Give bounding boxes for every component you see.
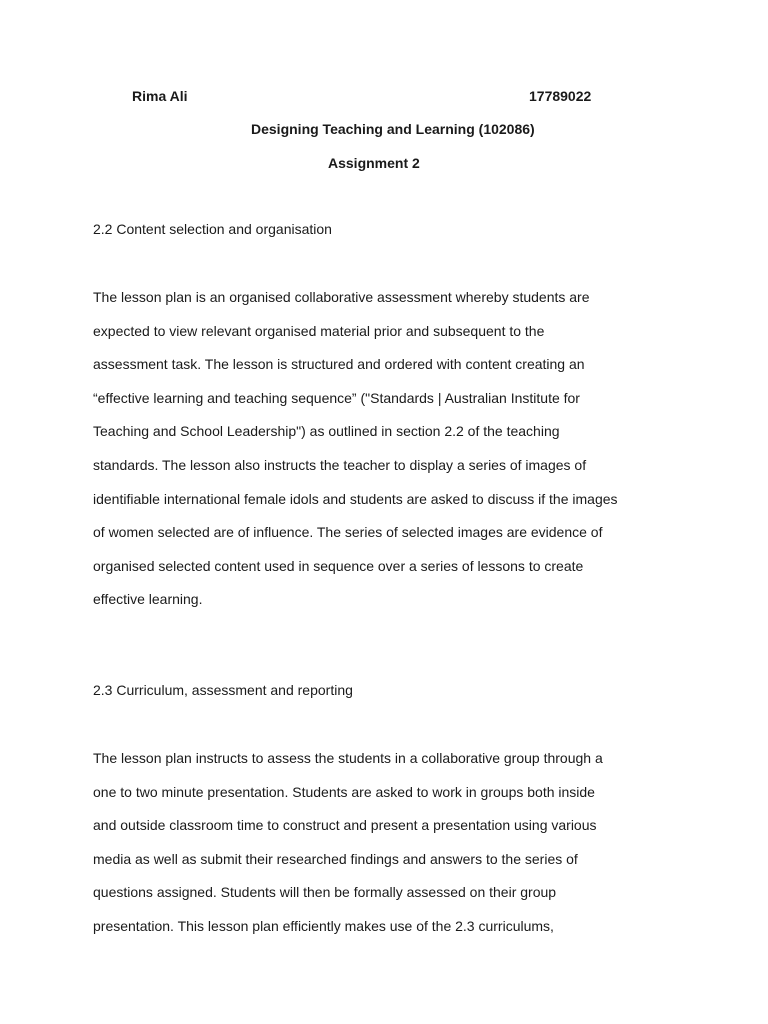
section-2-2-paragraph xyxy=(93,288,693,624)
paragraph-line: effective learning. xyxy=(93,591,203,608)
paragraph-line: The lesson plan instructs to assess the students in a collaborative group through a xyxy=(93,750,603,766)
paragraph-line: and outside classroom time to construct and present a presentation using various xyxy=(93,817,597,834)
paragraph-line: of women selected are of influence. The series of selected images are evidence of xyxy=(93,524,603,541)
paragraph-line: “effective learning and teaching sequence” ("Standards | Australian Institute for xyxy=(93,389,580,406)
section-heading-2-3: 2.3 Curriculum, assessment and reporting xyxy=(93,682,353,698)
paragraph-line: questions assigned. Students will then be formally assessed on their group xyxy=(93,884,557,901)
paragraph-line: identifiable international female idols and students are asked to discuss if the images xyxy=(93,490,618,507)
paragraph-line: Teaching and School Leadership") as outlined in section 2.2 of the teaching xyxy=(93,423,560,440)
paragraph-line: one to two minute presentation. Students are asked to work in groups both inside xyxy=(93,783,595,800)
author-name: Rima Ali xyxy=(132,88,188,104)
course-title: Designing Teaching and Learning (102086) xyxy=(251,121,535,137)
paragraph-line: media as well as submit their researched findings and answers to the series of xyxy=(93,850,578,867)
paragraph-line: presentation. This lesson plan efficiently makes use of the 2.3 curriculums, xyxy=(93,917,554,934)
assignment-title: Assignment 2 xyxy=(328,155,420,171)
paragraph-line: standards. The lesson also instructs the teacher to display a series of images of xyxy=(93,456,587,473)
paragraph-line: expected to view relevant organised material prior and subsequent to the xyxy=(93,322,545,339)
paragraph-line: organised selected content used in sequence over a series of lessons to create xyxy=(93,557,584,574)
paragraph-line: assessment task. The lesson is structured and ordered with content creating an xyxy=(93,356,585,373)
section-heading-2-2: 2.2 Content selection and organisation xyxy=(93,221,332,237)
section-2-3-paragraph xyxy=(93,749,693,951)
student-id: 17789022 xyxy=(529,88,592,104)
paragraph-line: The lesson plan is an organised collaborative assessment whereby students are xyxy=(93,289,590,305)
